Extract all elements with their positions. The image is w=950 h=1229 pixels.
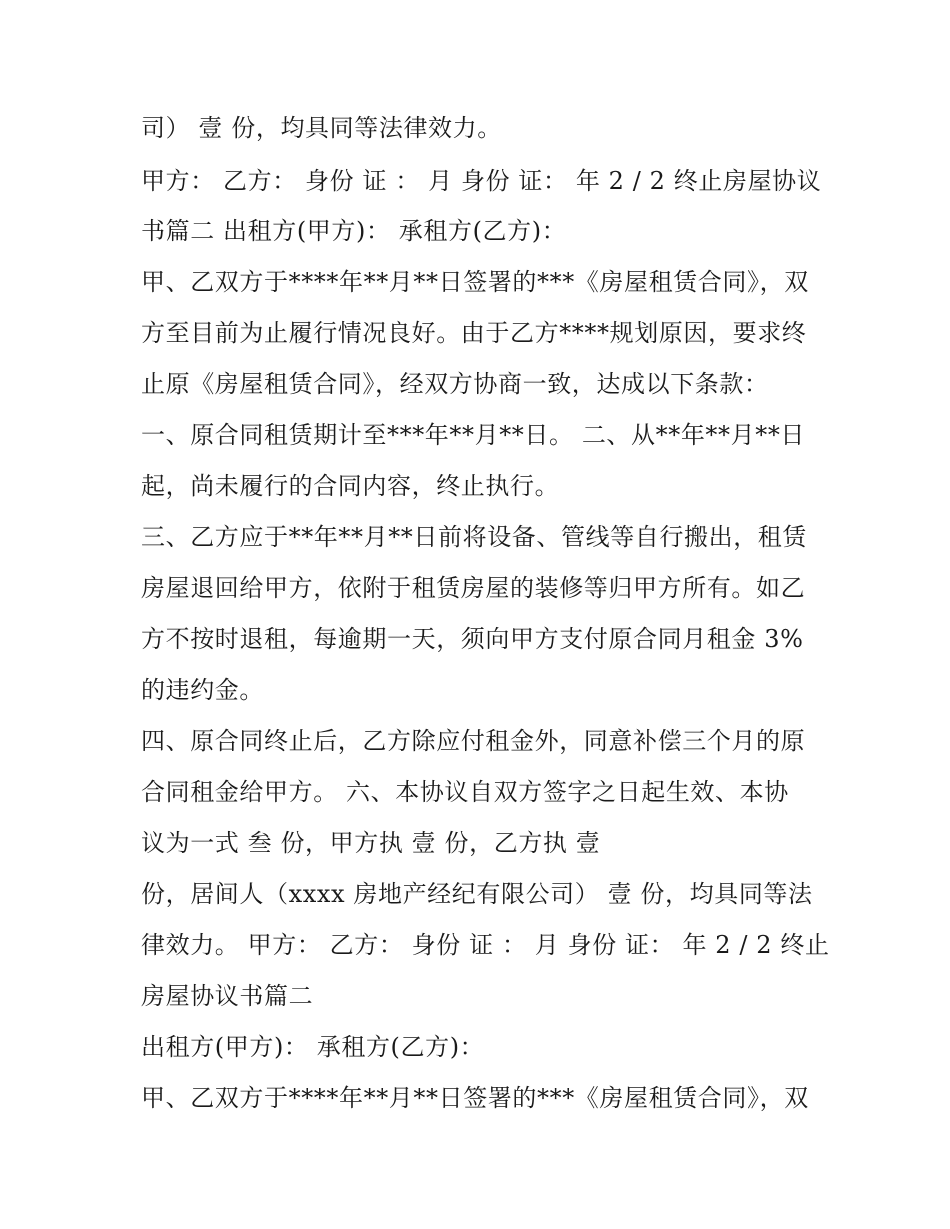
- text-line: 司） 壹 份，均具同等法律效力。: [141, 114, 502, 142]
- text-line: 房屋退回给甲方，依附于租赁房屋的装修等归甲方所有。如乙: [141, 574, 806, 602]
- text-line: 方至目前为止履行情况良好。由于乙方****规划原因，要求终: [141, 319, 807, 347]
- text-line: 出租方(甲方)： 承租方(乙方)：: [141, 1033, 485, 1061]
- text-line: 合同租金给甲方。 六、本协议自双方签字之日起生效、本协: [141, 778, 789, 806]
- text-line: 议为一式 叁 份，甲方执 壹 份，乙方执 壹: [141, 829, 601, 857]
- text-line: 方不按时退租，每逾期一天，须向甲方支付原合同月租金 3%: [141, 625, 804, 653]
- text-line: 起，尚未履行的合同内容，终止执行。: [141, 472, 560, 500]
- text-line: 止原《房屋租赁合同》，经双方协商一致，达成以下条款：: [141, 370, 769, 398]
- text-line: 房屋协议书篇二: [141, 982, 314, 1010]
- text-line: 三、乙方应于**年**月**日前将设备、管线等自行搬出，租赁: [141, 523, 807, 551]
- text-line: 甲方： 乙方： 身份 证 ： 月 身份 证： 年 2 / 2 终止房屋协议: [141, 167, 822, 195]
- text-line: 四、原合同终止后，乙方除应付租金外，同意补偿三个月的原: [141, 727, 806, 755]
- text-line: 律效力。 甲方： 乙方： 身份 证 ： 月 身份 证： 年 2 / 2 终止: [141, 931, 830, 959]
- text-line: 的违约金。: [141, 676, 264, 704]
- text-line: 书篇二 出租方(甲方)： 承租方(乙方)：: [141, 217, 567, 245]
- text-line: 一、原合同租赁期计至***年**月**日。 二、从**年**月**日: [141, 421, 806, 449]
- text-line: 份，居间人（xxxx 房地产经纪有限公司） 壹 份，均具同等法: [141, 880, 813, 908]
- text-line: 甲、乙双方于****年**月**日签署的***《房屋租赁合同》，双: [141, 1084, 809, 1112]
- text-line: 甲、乙双方于****年**月**日签署的***《房屋租赁合同》，双: [141, 268, 809, 296]
